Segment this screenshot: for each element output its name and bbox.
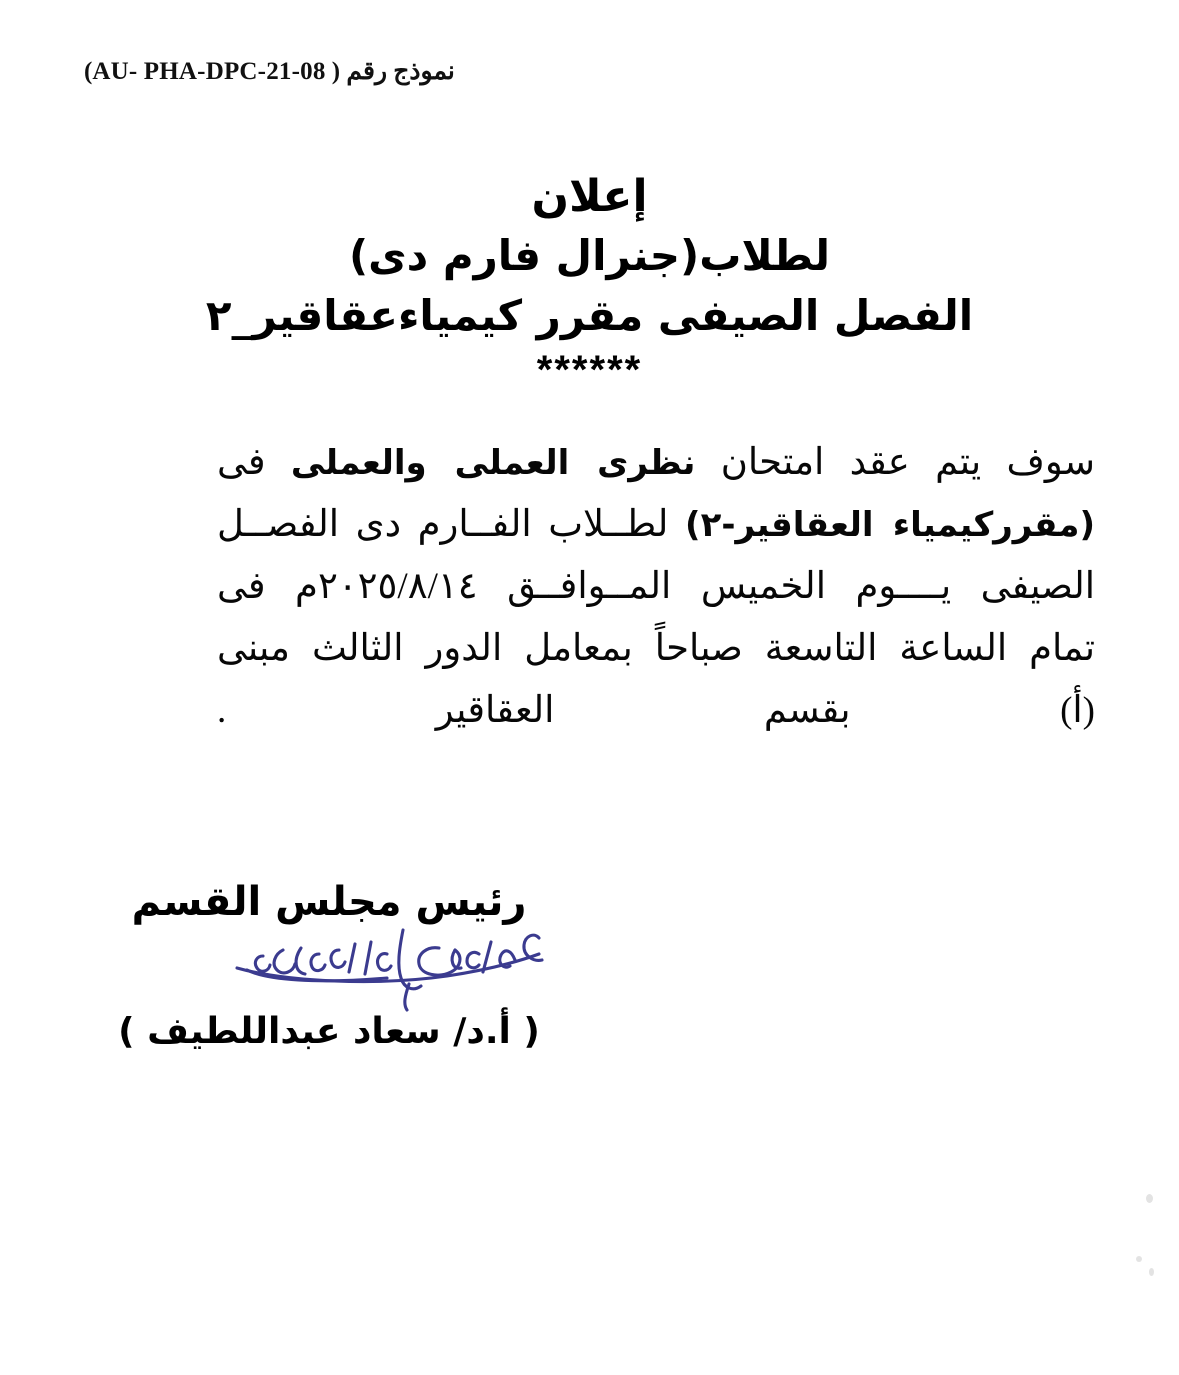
- body-line-1-part2: فى: [217, 442, 266, 483]
- body-line-3-part2: فى: [217, 566, 266, 607]
- announcement-body: [217, 432, 1095, 742]
- body-line-2: [217, 494, 1095, 556]
- signature-title: رئيس مجلس القسم: [131, 879, 527, 925]
- scan-speck: [1136, 1256, 1142, 1262]
- scan-speck: [1146, 1194, 1153, 1203]
- body-line-3-part1: الصيفى يــــوم الخميس المــوافــق: [507, 566, 1095, 607]
- scan-speck: [1149, 1268, 1154, 1276]
- body-line-2-part1: لطــلاب الفــارم دى الفصــل: [217, 504, 669, 545]
- form-code-value: AU- PHA-DPC-21-08: [92, 58, 326, 85]
- body-line-1-emphasis: نظرى العملى والعملى: [290, 443, 696, 483]
- handwritten-signature: [87, 920, 557, 1012]
- signature-block: [119, 876, 539, 928]
- body-line-4: تمام الساعة التاسعة صباحاً بمعامل الدور الثالث مبنى: [217, 628, 1095, 669]
- body-line-1-part1: سوف يتم عقد امتحان: [720, 442, 1096, 483]
- body-line-3: [217, 556, 1095, 618]
- title-block: [0, 168, 1179, 394]
- body-line-1: [217, 432, 1095, 494]
- body-line-5: (أ) بقسم العقاقير .: [217, 690, 1095, 731]
- form-code-label-close: ): [84, 58, 93, 85]
- signatory-name: ( أ.د/ سعاد عبداللطيف ): [118, 1011, 540, 1052]
- title-line-3: الفصل الصيفى مقرر كيمياءعقاقير_٢: [205, 291, 974, 340]
- title-line-1: إعلان: [531, 171, 648, 222]
- form-code-header: [84, 56, 455, 86]
- form-code-label: نموذج رقم (: [325, 58, 455, 85]
- title-line-2: لطلاب(جنرال فارم دى): [348, 231, 831, 280]
- body-line-2-course: (مقرركيمياء العقاقير-٢): [685, 505, 1095, 545]
- title-separator: ******: [536, 348, 643, 392]
- body-line-3-date: ٢٠٢٥/٨/١٤م: [295, 566, 478, 607]
